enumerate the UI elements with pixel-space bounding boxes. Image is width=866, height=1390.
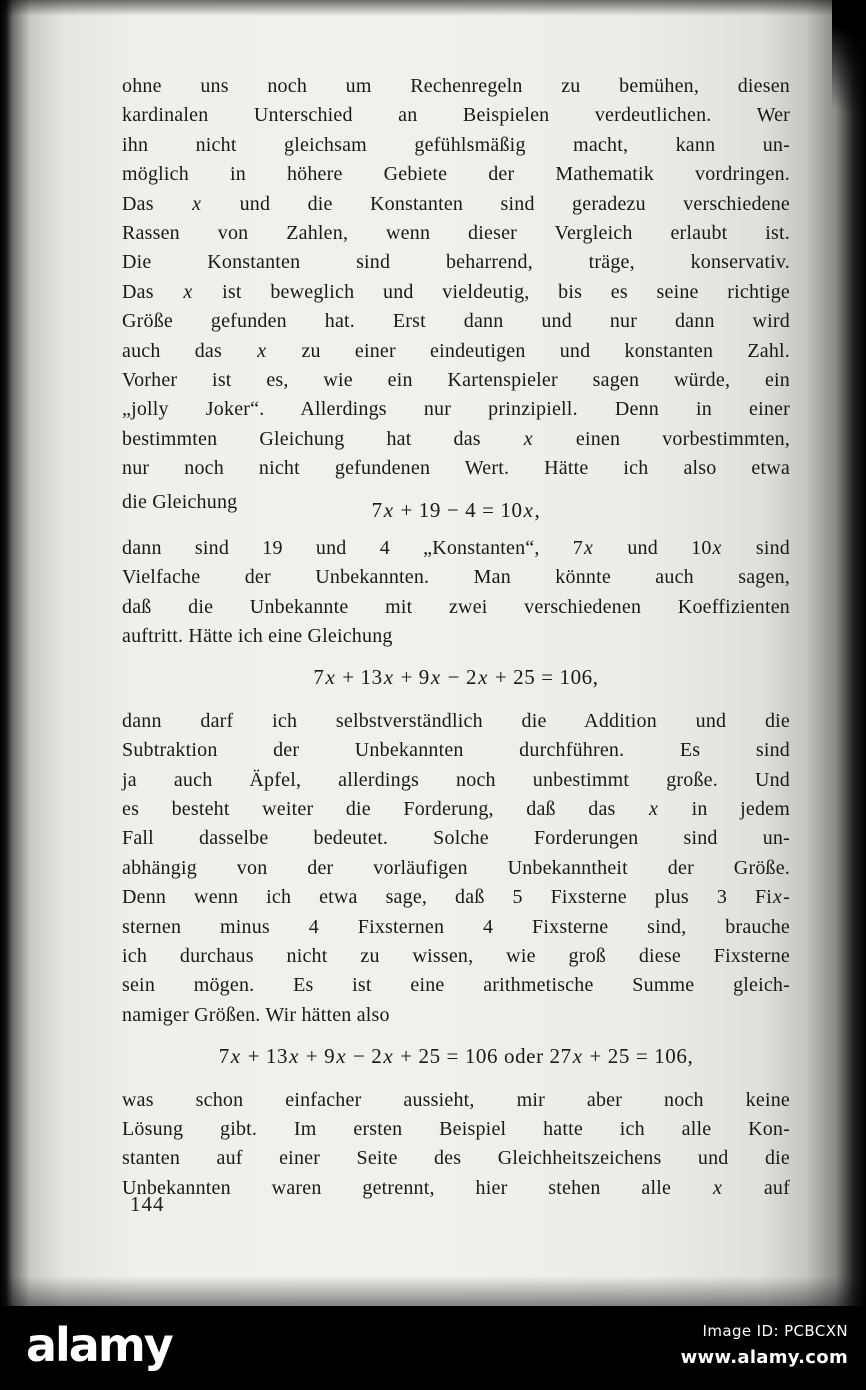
page-text-column	[122, 72, 790, 1203]
text-line: Vorher ist es, wie ein Kartenspieler sagen würde, ein	[122, 369, 790, 392]
text-line: abhängig von der vorläufigen Unbekanntheit der Größe.	[122, 856, 790, 879]
text-line: Fall dasselbe bedeutet. Solche Forderungen sind un-	[122, 827, 790, 850]
text-line: Denn wenn ich etwa sage, daß 5 Fixsterne plus 3 Fix-	[122, 886, 790, 909]
text-line: ihn nicht gleichsam gefühlsmäßig macht, kann un-	[122, 133, 790, 156]
text-line: kardinalen Unterschied an Beispielen verdeutlichen. Wer	[122, 104, 790, 127]
text-line: Das x ist beweglich und vieldeutig, bis es seine richtige	[122, 280, 790, 303]
text-line: ja auch Äpfel, allerdings noch unbestimmt große. Und	[122, 768, 790, 791]
alamy-logo: alamy	[26, 1318, 172, 1372]
image-id-label: Image ID: PCBCXN	[702, 1322, 848, 1340]
text-line: Unbekannten waren getrennt, hier stehen alle x auf	[122, 1176, 790, 1199]
text-line: namiger Größen. Wir hätten also	[122, 1003, 390, 1026]
paragraph-4	[122, 1086, 790, 1204]
text-line: es besteht weiter die Forderung, daß das x in jedem	[122, 797, 790, 820]
text-line: auch das x zu einer eindeutigen und konstanten Zahl.	[122, 339, 790, 362]
text-line: dann darf ich selbstverständlich die Addition und die	[122, 709, 790, 732]
text-line: nur noch nicht gefundenen Wert. Hätte ich also etwa	[122, 457, 790, 480]
text-line: stanten auf einer Seite des Gleichheitszeichens und die	[122, 1147, 790, 1170]
paragraph-2	[122, 534, 790, 652]
text-line: Das x und die Konstanten sind geradezu verschiedene	[122, 192, 790, 215]
text-line: sternen minus 4 Fixsternen 4 Fixsterne sind, brauche	[122, 915, 790, 938]
text-line: sein mögen. Es ist eine arithmetische Summe gleich-	[122, 974, 790, 997]
page-number: 144	[130, 1192, 165, 1216]
text-line: dann sind 19 und 4 „Konstanten“, 7x und 10x sind	[122, 536, 790, 559]
watermark-bar	[0, 1306, 866, 1390]
text-line: daß die Unbekannte mit zwei verschiedenen Koeffizienten	[122, 595, 790, 618]
equation-3: 7x + 13x + 9x − 2x + 25 = 106 oder 27x + 25 = 106,	[218, 1044, 694, 1069]
equation-1: 7x + 19 − 4 = 10x,	[371, 497, 541, 522]
inline-equation-row	[122, 486, 790, 526]
text-line: ich durchaus nicht zu wissen, wie groß diese Fixsterne	[122, 944, 790, 967]
scan-corner-shadow	[832, 0, 866, 160]
text-line: Vielfache der Unbekannten. Man könnte auch sagen,	[122, 566, 790, 589]
watermark-info	[681, 1322, 848, 1368]
text-line: „jolly Joker“. Allerdings nur prinzipiell. Denn in einer	[122, 398, 790, 421]
text-line: Subtraktion der Unbekannten durchführen. Es sind	[122, 739, 790, 762]
equation-lead-text: die Gleichung	[122, 490, 238, 513]
text-line: Lösung gibt. Im ersten Beispiel hatte ich alle Kon-	[122, 1118, 790, 1140]
text-line: bestimmten Gleichung hat das x einen vorbestimmten,	[122, 427, 790, 450]
text-line: Größe gefunden hat. Erst dann und nur dann wird	[122, 310, 790, 333]
text-line: auftritt. Hätte ich eine Gleichung	[122, 624, 393, 647]
paragraph-1	[122, 72, 790, 484]
text-line: möglich in höhere Gebiete der Mathematik vordringen.	[122, 163, 790, 186]
equation-2: 7x + 13x + 9x − 2x + 25 = 106,	[313, 665, 599, 690]
text-line: Die Konstanten sind beharrend, träge, konservativ.	[122, 251, 790, 274]
paragraph-3	[122, 707, 790, 1030]
text-line: was schon einfacher aussieht, mir aber noch keine	[122, 1088, 790, 1111]
alamy-url: www.alamy.com	[680, 1347, 848, 1368]
text-line: ohne uns noch um Rechenregeln zu bemühen, diesen	[122, 75, 790, 97]
text-line: Rassen von Zahlen, wenn dieser Vergleich erlaubt ist.	[122, 222, 790, 245]
